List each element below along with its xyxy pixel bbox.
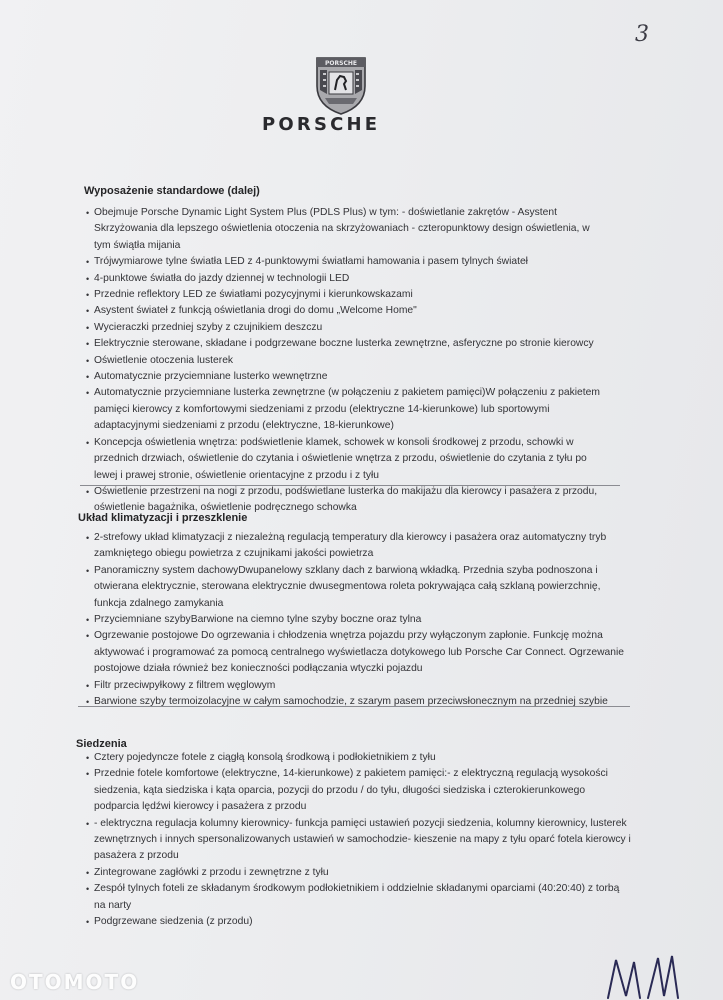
divider [80, 485, 620, 486]
list-item: • Oświetlenie otoczenia lusterek [86, 353, 606, 369]
list-item: • Filtr przeciwpyłkowy z filtrem węglowym [86, 678, 626, 694]
seats-list [86, 750, 631, 930]
list-item: • Panoramiczny system dachowyDwupanelowy szklany dach z barwioną wkładką. Przednia szyba podnoszona i otwierana elektrycznie, sterowana elektrycznie dwusegmentowa roleta pokrywająca całą szklaną powierzchnię, funkcja zdalnego zamykania [86, 563, 626, 612]
list-item: • Elektrycznie sterowane, składane i podgrzewane boczne lusterka zewnętrzne, asferyczne po stronie kierowcy [86, 336, 606, 352]
list-item: • 4-punktowe światła do jazdy dziennej w technologii LED [86, 271, 606, 287]
list-item: • Asystent świateł z funkcją oświetlania drogi do domu „Welcome Home" [86, 303, 606, 319]
otomoto-watermark: OTOMOTO [10, 970, 140, 994]
porsche-wordmark: PORSCHE [262, 114, 381, 135]
list-item: • Przednie fotele komfortowe (elektryczne, 14-kierunkowe) z pakietem pamięci:- z elektryczną regulacją wysokości siedzenia, kąta siedziska i kąta oparcia, pozycji do przodu / do tyłu, długości siedziska i czterokierunkowego podparcia lędźwi kierowcy i pasażera z przodu [86, 766, 631, 815]
divider [78, 706, 630, 707]
svg-text:PORSCHE: PORSCHE [325, 60, 357, 67]
list-item: • Cztery pojedyncze fotele z ciągłą konsolą środkową i podłokietnikiem z tyłu [86, 750, 631, 766]
list-item: • Podgrzewane siedzenia (z przodu) [86, 914, 631, 930]
list-item: • Trójwymiarowe tylne światła LED z 4-punktowymi światłami hamowania i pasem tylnych świateł [86, 254, 606, 270]
section-title-standard-equipment: Wyposażenie standardowe (dalej) [84, 185, 260, 197]
list-item: • Wycieraczki przedniej szyby z czujnikiem deszczu [86, 320, 606, 336]
list-item: • Zespół tylnych foteli ze składanym środkowym podłokietnikiem i oddzielnie składanymi oparciami (40:20:40) z torbą na narty [86, 881, 631, 914]
list-item: • Przednie reflektory LED ze światłami pozycyjnymi i kierunkowskazami [86, 287, 606, 303]
list-item: • Automatycznie przyciemniane lusterko wewnętrzne [86, 369, 606, 385]
list-item: • Oświetlenie przestrzeni na nogi z przodu, podświetlane lusterka do makijażu dla kierowcy i pasażera z przodu, oświetlenie bagażnika, oświetlenie podręcznego schowka [86, 484, 606, 517]
standard-equipment-list [86, 205, 606, 517]
list-item: • Ogrzewanie postojowe Do ogrzewania i chłodzenia wnętrza pojazdu przy wyłączonym zapłonie. Funkcję można aktywować i programować za pomocą centralnego wyświetlacza dotykowego lub Porsche Car Connect. Ogrzewanie postojowe działa również bez konieczności podłączania wtyczki pojazdu [86, 628, 626, 677]
section-title-climate-glazing: Układ klimatyzacji i przeszklenie [78, 512, 248, 524]
section-title-seats: Siedzenia [76, 738, 127, 750]
handwritten-signature [600, 950, 710, 1000]
list-item: • Przyciemniane szybyBarwione na ciemno tylne szyby boczne oraz tylna [86, 612, 626, 628]
list-item: • 2-strefowy układ klimatyzacji z niezależną regulacją temperatury dla kierowcy i pasażera oraz automatyczny tryb zamkniętego obiegu powietrza z czujnikami jakości powietrza [86, 530, 626, 563]
climate-glazing-list [86, 530, 626, 710]
list-item: • Koncepcja oświetlenia wnętrza: podświetlenie klamek, schowek w konsoli środkowej z przodu, schowki w przednich drzwiach, oświetlenie do czytania i oświetlenie wnętrza z przodu, oświetlenie do czytania z tyłu po lewej i prawej stronie, oświetlenie orientacyjne z przodu i z tyłu [86, 435, 606, 484]
page-number: 3 [635, 22, 649, 47]
list-item: • Barwione szyby termoizolacyjne w całym samochodzie, z szarym pasem przeciwsłonecznym na przedniej szybie [86, 694, 626, 710]
list-item: • Automatycznie przyciemniane lusterka zewnętrzne (w połączeniu z pakietem pamięci)W połączeniu z pakietem pamięci kierowcy z komfortowymi siedzeniami z przodu (elektryczne 14-kierunkowe) lub sportowymi adaptacyjnymi siedzeniami z przodu (elektryczne, 18-kierunkowe) [86, 385, 606, 434]
list-item: • - elektryczna regulacja kolumny kierownicy- funkcja pamięci ustawień pozycji siedzenia, kolumny kierownicy, lusterek zewnętrznych i innych spersonalizowanych ustawień w samochodzie- kieszenie na mapy z tyłu oparć fotela kierowcy i pasażera z przodu [86, 816, 631, 865]
list-item: • Obejmuje Porsche Dynamic Light System Plus (PDLS Plus) w tym: - doświetlanie zakrętów - Asystent Skrzyżowania dla lepszego oświetlenia otoczenia na skrzyżowaniach - czteropunktowy design oświetlenia, w tym świątła mijania [86, 205, 606, 254]
list-item: • Zintegrowane zagłówki z przodu i zewnętrzne z tyłu [86, 865, 631, 881]
